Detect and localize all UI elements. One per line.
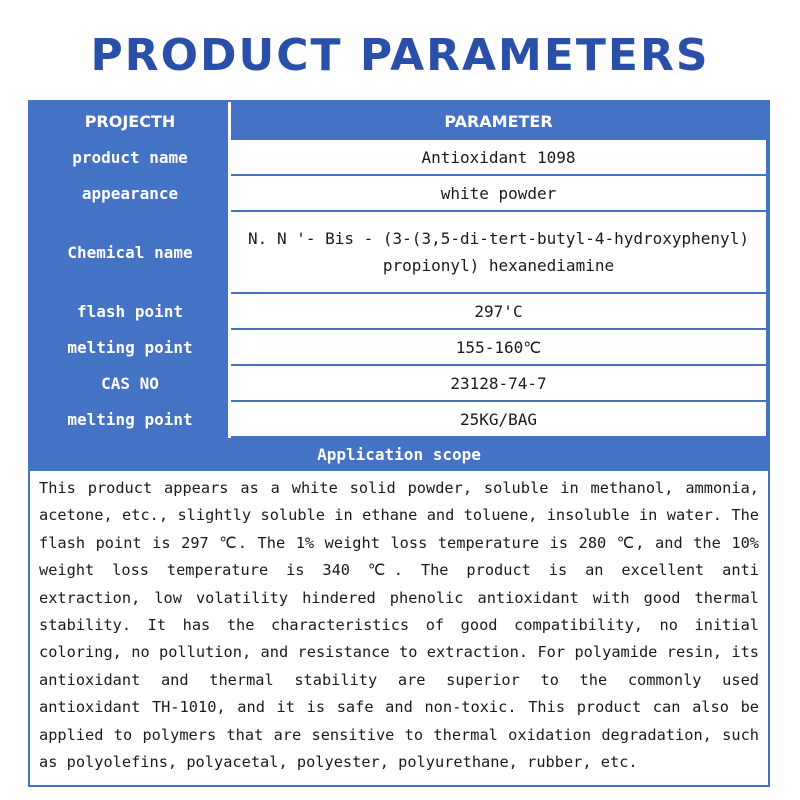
row-key-product-name: product name bbox=[31, 139, 230, 175]
table-row bbox=[31, 175, 767, 211]
table-row bbox=[31, 365, 767, 401]
table-row bbox=[31, 293, 767, 329]
parameters-panel bbox=[28, 100, 770, 787]
table-row bbox=[31, 401, 767, 437]
parameters-table bbox=[30, 102, 768, 438]
row-key-melting-point: melting point bbox=[31, 329, 230, 365]
row-value-melting-point: 155-160℃ bbox=[230, 329, 768, 365]
table-row bbox=[31, 211, 767, 293]
row-value-flash-point: 297'C bbox=[230, 293, 768, 329]
row-value-product-name: Antioxidant 1098 bbox=[230, 139, 768, 175]
row-value-appearance: white powder bbox=[230, 175, 768, 211]
table-row bbox=[31, 139, 767, 175]
row-key-flash-point: flash point bbox=[31, 293, 230, 329]
row-key-cas-no: CAS NO bbox=[31, 365, 230, 401]
row-value-chemical-name: N. N '- Bis - (3-(3,5-di-tert-butyl-4-hydroxyphenyl) propionyl) hexanediamine bbox=[230, 211, 768, 293]
row-key-chemical-name: Chemical name bbox=[31, 211, 230, 293]
row-key-packaging: melting point bbox=[31, 401, 230, 437]
row-key-appearance: appearance bbox=[31, 175, 230, 211]
header-value-cell: PARAMETER bbox=[230, 103, 768, 139]
table-row bbox=[31, 329, 767, 365]
application-scope-text: This product appears as a white solid powder, soluble in methanol, ammonia, acetone, etc., slightly soluble in ethane and toluene, insoluble in water. The flash point is 297 ℃. The 1% weight loss temperature is 280 ℃, and the 10% weight loss temperature is 340 ℃. The product is an excellent anti extraction, low volatility hindered phenolic antioxidant with good thermal stability. It has the characteristics of good compatibility, no initial coloring, no pollution, and resistance to extraction. For polyamide resin, its antioxidant and thermal stability are superior to the commonly used antioxidant TH-1010, and it is safe and non-toxic. This product can also be applied to polymers that are sensitive to thermal oxidation degradation, such as polyolefins, polyacetal, polyester, polyurethane, rubber, etc. bbox=[30, 471, 768, 785]
page-title: PRODUCT PARAMETERS bbox=[90, 30, 710, 81]
application-scope-heading: Application scope bbox=[30, 438, 768, 471]
row-value-packaging: 25KG/BAG bbox=[230, 401, 768, 437]
header-key-cell: PROJECTH bbox=[31, 103, 230, 139]
row-value-cas-no: 23128-74-7 bbox=[230, 365, 768, 401]
table-header-row bbox=[31, 103, 767, 139]
